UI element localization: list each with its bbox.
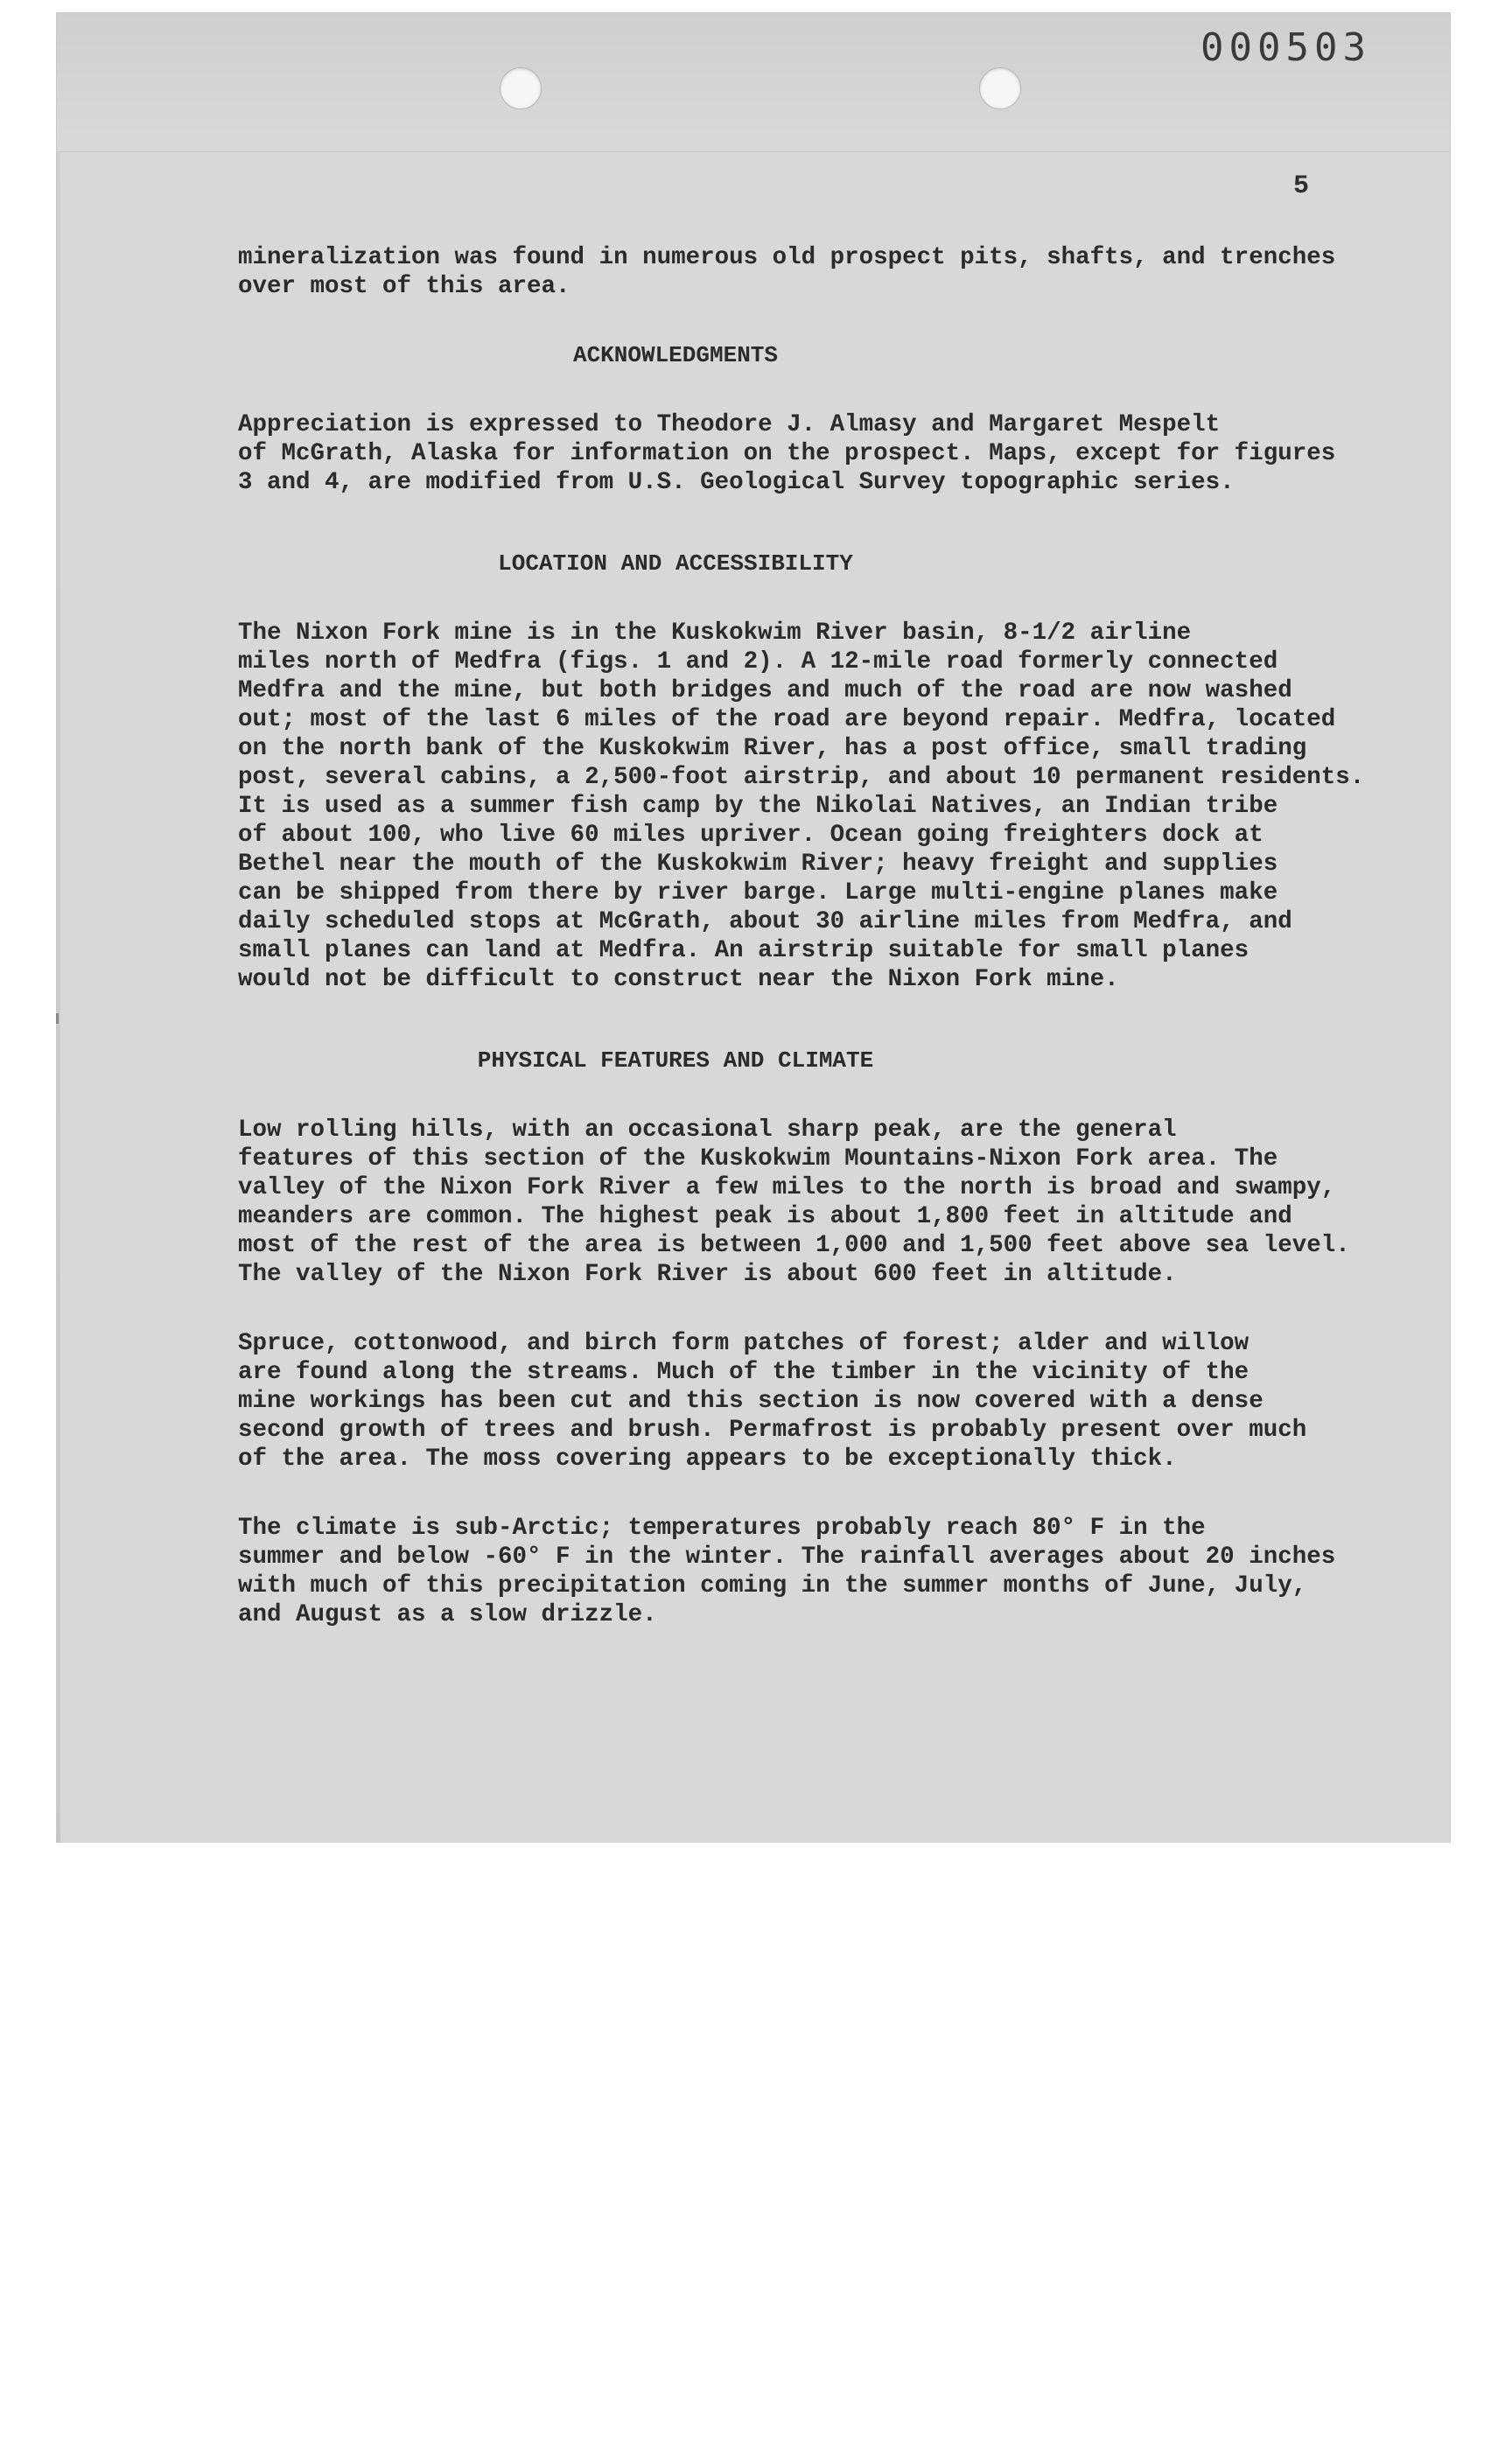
physical-heading: PHYSICAL FEATURES AND CLIMATE xyxy=(477,1047,874,1074)
punch-hole-right xyxy=(979,67,1021,109)
punch-hole-left xyxy=(500,67,542,109)
document-number: 000503 xyxy=(1200,25,1371,70)
location-heading: LOCATION AND ACCESSIBILITY xyxy=(498,550,853,577)
location-paragraph: The Nixon Fork mine is in the Kuskokwim River basin, 8-1/2 airline miles north of Medfra (figs. 1 and 2). A 12-mile road formerly connected Medfra and the mine, but both bridges and much of the road are now washed out; most of the last 6 miles of the road are beyond repair. Medfra, located on the north bank of the Kuskokwim River, has a post office, small trading post, several cabins, a 2,500-foot airstrip, and about 10 permanent residents. It is used as a summer fish camp by the Nikolai Natives, an Indian tribe of about 100, who live 60 miles upriver. Ocean going freighters dock at Bethel near the mouth of the Kuskokwim River; heavy freight and supplies can be shipped from there by river barge. Large multi-engine planes make daily scheduled stops at McGrath, about 30 airline miles from Medfra, and small planes can land at Medfra. An airstrip suitable for small planes would not be difficult to construct near the Nixon Fork mine. xyxy=(238,620,1365,993)
page-number: 5 xyxy=(1293,172,1310,201)
acknowledgments-heading: ACKNOWLEDGMENTS xyxy=(572,342,779,368)
physical-paragraph-2: Spruce, cottonwood, and birch form patches of forest; alder and willow are found along the streams. Much of the timber in the vicinity of the mine workings has been cut and this section is now covered with a dense second growth of trees and brush. Permafrost is probably present over much of the area. The moss covering appears to be exceptionally thick. xyxy=(238,1330,1307,1473)
acknowledgments-paragraph: Appreciation is expressed to Theodore J. Almasy and Margaret Mespelt of McGrath, Alaska for information on the prospect. Maps, except for figures 3 and 4, are modified from U.S. Geological Survey topographic series. xyxy=(238,411,1336,496)
physical-paragraph-3: The climate is sub-Arctic; temperatures probably reach 80° F in the summer and below -60° F in the winter. The rainfall averages about 20 inches with much of this precipitation coming in the summer months of June, July, and August as a slow drizzle. xyxy=(238,1515,1336,1628)
document-body xyxy=(238,243,1376,1629)
intro-paragraph: mineralization was found in numerous old prospect pits, shafts, and trenches over most of this area. xyxy=(238,244,1336,300)
physical-paragraph-1: Low rolling hills, with an occasional sharp peak, are the general features of this section of the Kuskokwim Mountains-Nixon Fork area. The valley of the Nixon Fork River a few miles to the north is broad and swampy, meanders are common. The highest peak is about 1,800 feet in altitude and most of the rest of the area is between 1,000 and 1,500 feet above sea level. The valley of the Nixon Fork River is about 600 feet in altitude. xyxy=(238,1116,1350,1288)
margin-mark xyxy=(56,1013,59,1024)
